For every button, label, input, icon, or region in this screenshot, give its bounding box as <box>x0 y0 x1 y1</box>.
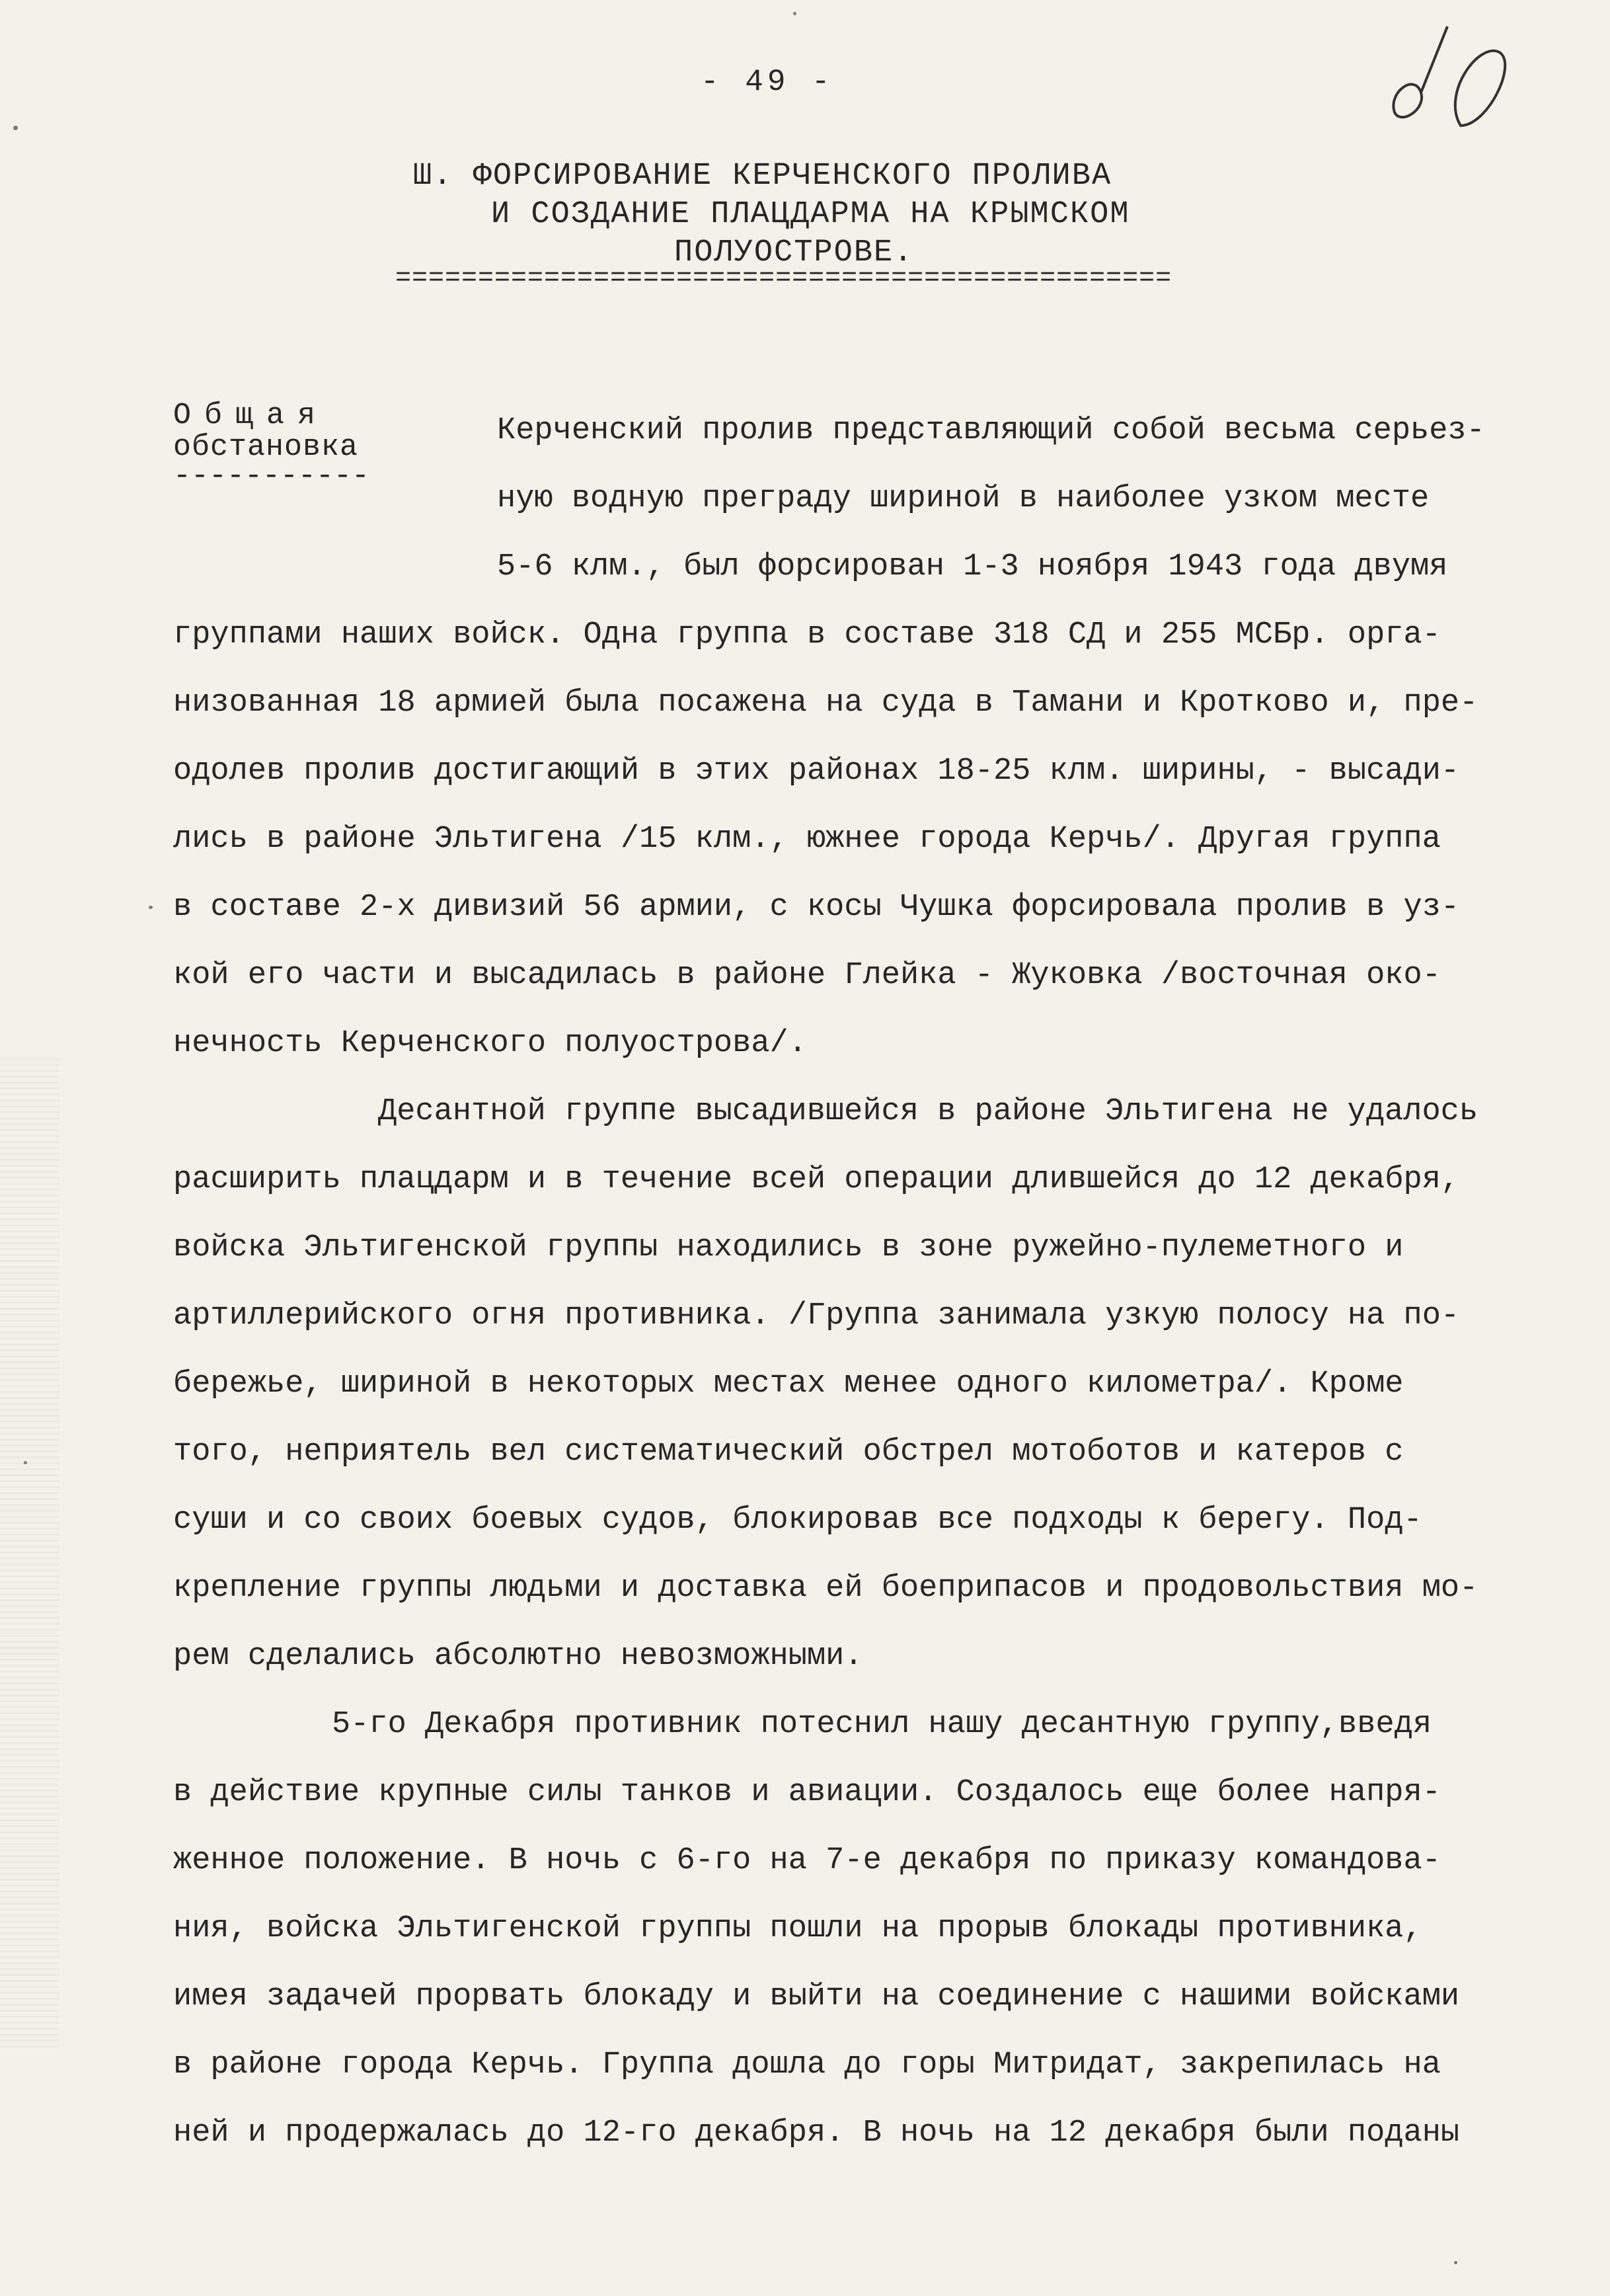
heading-underline: =============================================== <box>395 266 1172 292</box>
scan-edge-noise <box>0 1058 59 2049</box>
body-text <box>173 397 1568 2167</box>
body-line: в действие крупные силы танков и авиации. Создалось еще более напря- <box>173 1775 1441 1810</box>
body-line: кой его части и высадилась в районе Глейка - Жуковка /восточная око- <box>173 958 1441 993</box>
page-number: - 49 - <box>701 65 834 99</box>
side-heading-word-2: обстановка <box>173 430 359 464</box>
handwritten-page-mark <box>1375 13 1533 139</box>
body-line: ния, войска Эльтигенской группы пошли на прорыв блокады противника, <box>173 1911 1422 1946</box>
body-line: 5-6 клм., был форсирован 1-3 ноября 1943 года двумя <box>497 549 1448 584</box>
body-line: нечность Керченского полуострова/. <box>173 1026 807 1061</box>
side-heading-underline: ----------- <box>173 459 370 493</box>
body-line: 5-го Декабря противник потеснил нашу десантную группу,введя <box>332 1707 1432 1742</box>
body-line: группами наших войск. Одна группа в составе 318 СД и 255 МСБр. орга- <box>173 617 1441 653</box>
body-line: одолев пролив достигающий в этих районах 18-25 клм. ширины, - высади- <box>173 754 1460 789</box>
body-line: Десантной группе высадившейся в районе Эльтигена не удалось <box>378 1094 1478 1129</box>
body-line: имея задачей прорвать блокаду и выйти на соединение с нашими войсками <box>173 1979 1460 2014</box>
body-line: крепление группы людьми и доставка ей боеприпасов и продовольствия мо- <box>173 1571 1478 1606</box>
scan-speck <box>1454 2261 1457 2264</box>
body-line: расширить плацдарм и в течение всей операции длившейся до 12 декабря, <box>173 1162 1460 1197</box>
heading-line-2: И СОЗДАНИЕ ПЛАЦДАРМА НА КРЫМСКОМ <box>491 197 1130 232</box>
scan-speck <box>793 12 796 15</box>
scan-speck <box>24 1461 27 1464</box>
body-line: ную водную преграду шириной в наиболее узком месте <box>497 481 1430 516</box>
heading-line-1: Ш. ФОРСИРОВАНИЕ КЕРЧЕНСКОГО ПРОЛИВА <box>413 159 1112 194</box>
body-line: артиллерийского огня противника. /Группа занимала узкую полосу на по- <box>173 1298 1460 1333</box>
body-line: лись в районе Эльтигена /15 клм., южнее города Керчь/. Другая группа <box>173 822 1441 857</box>
body-line: ней и продержалась до 12-го декабря. В ночь на 12 декабря были поданы <box>173 2116 1460 2151</box>
body-line: в районе города Керчь. Группа дошла до горы Митридат, закрепилась на <box>173 2047 1441 2082</box>
section-heading <box>397 157 1190 272</box>
scan-speck <box>13 126 18 130</box>
heading-line-3: ПОЛУОСТРОВЕ. <box>674 235 914 270</box>
body-line: в составе 2-х дивизий 56 армии, с косы Чушка форсировала пролив в уз- <box>173 890 1460 925</box>
body-line: войска Эльтигенской группы находились в зоне ружейно-пулеметного и <box>173 1230 1404 1265</box>
side-heading-word-1: Общая <box>173 399 329 432</box>
body-line: женное положение. В ночь с 6-го на 7-е декабря по приказу командова- <box>173 1843 1441 1878</box>
body-line: того, неприятель вел систематический обстрел мотоботов и катеров с <box>173 1435 1404 1470</box>
scan-speck <box>149 906 153 909</box>
body-line: Керченский пролив представляющий собой весьма серьез- <box>497 413 1485 448</box>
body-line: рем сделались абсолютно невозможными. <box>173 1639 863 1674</box>
body-line: низованная 18 армией была посажена на суда в Тамани и Кротково и, пре- <box>173 686 1478 721</box>
body-line: бережье, шириной в некоторых местах менее одного километра/. Кроме <box>173 1366 1404 1402</box>
body-line: суши и со своих боевых судов, блокировав все подходы к берегу. Под- <box>173 1503 1422 1538</box>
